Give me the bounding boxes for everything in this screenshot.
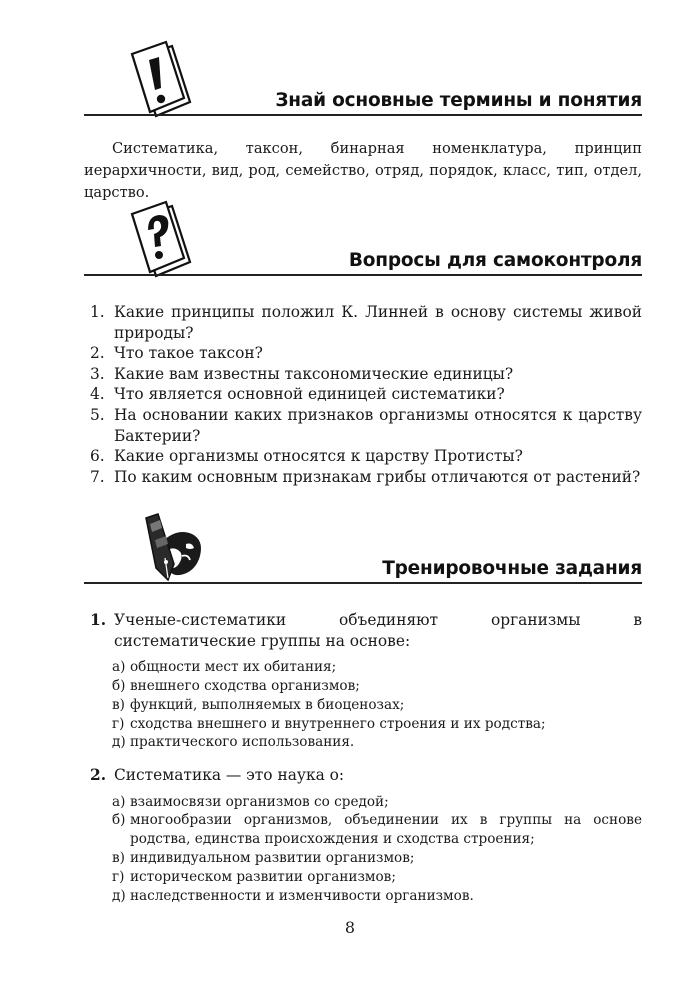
answer-option: в) функций, выполняемых в биоценозах; bbox=[112, 696, 405, 713]
list-item: 5. На основании каких признаков организмы относятся к царству Бактерии? bbox=[90, 405, 642, 445]
answer-option: д) практического использования. bbox=[112, 734, 355, 751]
answer-option: а) взаимосвязи организмов со средой; bbox=[112, 793, 389, 810]
list-item: 7. По каким основным признакам грибы отличаются от растений? bbox=[90, 467, 641, 486]
answer-option: б) многообразии организмов, объединении их в группы на основе родства, единства происхождения и сходства строения; bbox=[112, 812, 642, 848]
tasks-header bbox=[84, 492, 642, 584]
terms-title: Знай основные термины и понятия bbox=[275, 90, 642, 111]
questions-header bbox=[84, 184, 642, 276]
task-question: 2. Систематика — это наука о: bbox=[90, 766, 345, 784]
task-1 bbox=[84, 610, 642, 752]
tasks-title: Тренировочные задания bbox=[382, 558, 642, 579]
list-item: 4. Что является основной единицей систематики? bbox=[90, 385, 505, 404]
questions-title: Вопросы для самоконтроля bbox=[348, 250, 642, 271]
exclamation-cards-icon bbox=[128, 40, 192, 122]
task-options bbox=[84, 793, 642, 906]
list-item: 3. Какие вам известны таксономические единицы? bbox=[90, 364, 514, 383]
page-number: 8 bbox=[344, 918, 356, 937]
list-item: 1. Какие принципы положил К. Линней в основу системы живой природы? bbox=[90, 303, 642, 342]
answer-option: д) наследственности и изменчивости организмов. bbox=[112, 887, 474, 904]
answer-option: а) общности мест их обитания; bbox=[112, 659, 337, 676]
task-question: 1. Ученые-систематики объединяют организмы в систематические группы на основе: bbox=[90, 611, 642, 650]
terms-header bbox=[84, 24, 642, 116]
question-cards-icon bbox=[128, 200, 192, 282]
list-item: 2. Что такое таксон? bbox=[90, 344, 263, 363]
list-item: 6. Какие организмы относятся к царству Протисты? bbox=[90, 447, 523, 466]
answer-option: б) внешнего сходства организмов; bbox=[112, 677, 360, 694]
questions-list bbox=[84, 302, 642, 487]
answer-option: г) историческом развитии организмов; bbox=[112, 868, 396, 885]
terms-text: Систематика, таксон, бинарная номенклатура, принцип иерархичности, вид, род, семейство, отряд, порядок, класс, тип, отдел, царство. bbox=[84, 140, 642, 201]
task-options bbox=[84, 658, 642, 752]
answer-option: г) сходства внешнего и внутреннего строения и их родства; bbox=[112, 715, 546, 732]
answer-option: в) индивидуальном развитии организмов; bbox=[112, 849, 415, 866]
task-2 bbox=[84, 765, 642, 905]
